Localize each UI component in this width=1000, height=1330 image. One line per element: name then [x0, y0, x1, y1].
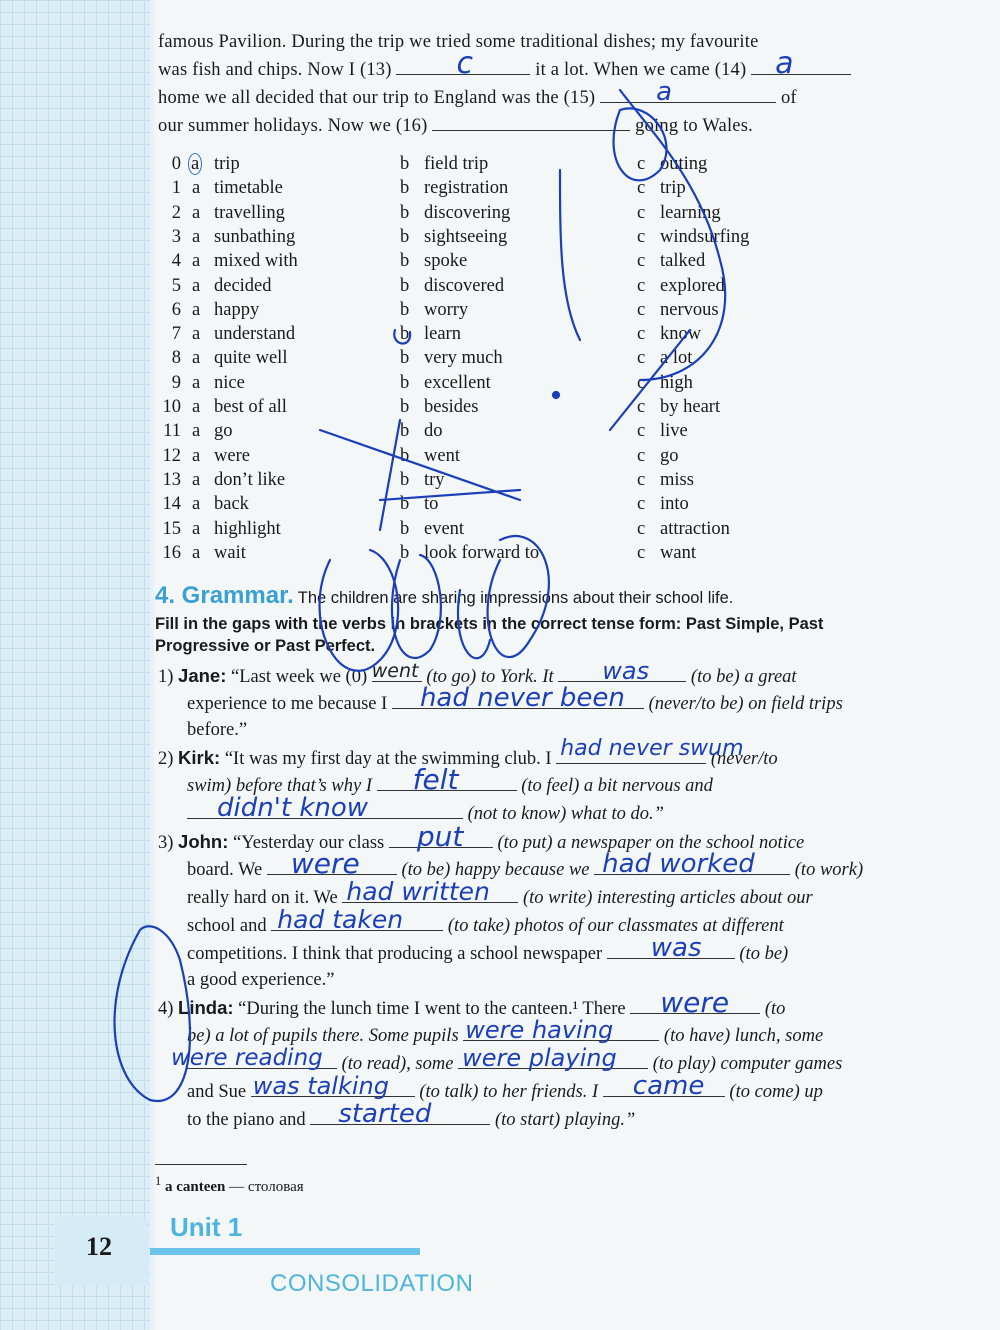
option-number: 8: [171, 348, 181, 369]
gap-john-1[interactable]: put: [389, 829, 493, 848]
footnote-rule: [155, 1164, 247, 1165]
option-c: trip: [660, 178, 686, 199]
letter-a[interactable]: a: [192, 445, 201, 466]
option-b: learn: [424, 324, 461, 345]
kirk-line-1: 2) Kirk: “It was my first day at the swimming club. I had never swum (never/to: [158, 736, 778, 769]
option-number: 4: [171, 251, 181, 272]
option-c: go: [660, 445, 679, 466]
linda-line-2: be) a lot of pupils there. Some pupils were having (to have) lunch, some: [187, 1016, 824, 1046]
option-b: besides: [424, 397, 479, 417]
option-number: 13: [162, 469, 181, 490]
letter-c[interactable]: c: [637, 324, 646, 345]
option-a: timetable: [214, 178, 283, 199]
letter-c[interactable]: c: [637, 518, 646, 539]
option-row: [155, 371, 975, 395]
letter-c[interactable]: c: [637, 226, 646, 247]
gap-jane-0[interactable]: went: [372, 663, 422, 682]
option-b: event: [424, 518, 465, 539]
option-b: sightseeing: [424, 226, 508, 247]
option-c: learning: [660, 202, 721, 223]
gap-john-4[interactable]: had written: [342, 884, 518, 903]
grammar-instruction-1: Fill in the gaps with the verbs in brackets in the correct tense form: Past Simple, Past: [155, 615, 824, 633]
letter-a[interactable]: a: [192, 348, 201, 369]
option-c: outing: [660, 154, 708, 174]
gap-john-3[interactable]: had worked: [594, 856, 790, 875]
letter-c[interactable]: c: [637, 348, 646, 369]
john-line-1: 3) John: “Yesterday our class put (to put) a newspaper on the school notice: [158, 820, 805, 853]
option-number: 5: [171, 275, 181, 296]
unit-label: Unit 1: [170, 1212, 243, 1242]
john-line-4: school and had taken (to take) photos of our classmates at different: [187, 905, 784, 936]
option-c: know: [660, 324, 702, 345]
letter-a[interactable]: a: [192, 202, 201, 223]
grammar-title: 4. Grammar.: [155, 582, 294, 609]
gap-linda-5[interactable]: was talking: [251, 1078, 415, 1097]
option-a: highlight: [214, 518, 281, 539]
grammar-instruction-2: Progressive or Past Perfect.: [155, 637, 376, 655]
option-a: don’t like: [214, 469, 286, 490]
linda-line-3: were reading (to read), some were playing (to play) computer games: [171, 1044, 843, 1074]
letter-a[interactable]: a: [192, 542, 201, 563]
option-a: decided: [214, 275, 272, 296]
option-number: 14: [162, 494, 181, 515]
intro-line-4: our summer holidays. Now we (16) going to Wales.: [158, 112, 970, 140]
letter-b[interactable]: b: [400, 542, 410, 563]
letter-c[interactable]: c: [637, 397, 646, 417]
option-row: [155, 274, 975, 298]
letter-c[interactable]: c: [637, 202, 646, 223]
linda-line-5: to the piano and started (to start) playing.”: [187, 1099, 636, 1130]
john-line-2: board. We were (to be) happy because we had worked (to work): [187, 847, 864, 880]
letter-b[interactable]: b: [400, 421, 410, 442]
option-row: [155, 468, 975, 492]
letter-c[interactable]: c: [637, 421, 646, 442]
intro-line-3: home we all decided that our trip to England was the (15) a of: [158, 77, 797, 108]
letter-b[interactable]: b: [400, 372, 410, 393]
jane-line-3: before.”: [187, 720, 248, 740]
letter-b[interactable]: b: [400, 445, 410, 466]
letter-c[interactable]: c: [637, 469, 646, 490]
option-number: 16: [162, 542, 181, 563]
option-b: discovered: [424, 275, 505, 296]
option-a: go: [214, 421, 233, 442]
letter-c[interactable]: c: [637, 445, 646, 466]
jane-line-1: 1) Jane: “Last week we (0) went (to go) to York. It was (to be) a great: [158, 657, 797, 687]
gap-14[interactable]: [751, 46, 851, 81]
gap-john-5[interactable]: had taken: [271, 912, 443, 931]
gap-kirk-3[interactable]: didn't know: [187, 800, 463, 819]
option-a: understand: [214, 324, 296, 345]
letter-b[interactable]: b: [400, 275, 410, 296]
letter-a[interactable]: a: [192, 518, 201, 539]
option-row: [155, 419, 975, 443]
gap-linda-7[interactable]: started: [310, 1106, 490, 1125]
option-row: [155, 298, 975, 322]
option-a: sunbathing: [214, 226, 296, 247]
gap-jane-2[interactable]: had never been: [392, 690, 644, 709]
answer-15: a: [656, 77, 673, 107]
letter-a[interactable]: a: [192, 226, 201, 247]
page-number: 12: [86, 1232, 112, 1261]
option-c: a lot: [660, 348, 693, 369]
option-a: nice: [214, 372, 245, 393]
gap-15[interactable]: [600, 77, 776, 107]
option-b: went: [424, 445, 460, 466]
intro-line-1: famous Pavilion. During the trip we tried some traditional dishes; my favourite: [158, 32, 759, 52]
option-c: want: [660, 542, 696, 563]
gap-kirk-1[interactable]: had never swum: [556, 745, 706, 764]
john-line-6: a good experience.”: [187, 970, 335, 990]
footnote: $^1$ a canteen — столовая: [155, 1174, 304, 1195]
gap-linda-1[interactable]: were: [630, 995, 760, 1014]
letter-b[interactable]: b: [400, 226, 410, 247]
letter-a[interactable]: a: [192, 469, 201, 490]
letter-c[interactable]: c: [637, 494, 646, 515]
linda-line-1: 4) Linda: “During the lunch time I went to the canteen.¹ There were (to: [158, 986, 786, 1019]
option-c: into: [660, 494, 689, 515]
gap-john-2[interactable]: were: [267, 856, 397, 875]
letter-b[interactable]: b: [400, 324, 410, 345]
option-row: [155, 395, 975, 419]
option-c: miss: [660, 469, 694, 490]
textbook-page: [155, 0, 975, 1330]
letter-a[interactable]: a: [192, 372, 201, 393]
letter-b[interactable]: b: [400, 469, 410, 490]
letter-a[interactable]: a: [192, 275, 201, 296]
option-a: happy: [214, 299, 260, 320]
answer-13: c: [456, 46, 474, 81]
option-number: 6: [171, 299, 181, 320]
letter-b[interactable]: b: [400, 299, 410, 320]
option-number: 7: [171, 324, 181, 345]
letter-a[interactable]: a: [192, 397, 201, 417]
letter-c[interactable]: c: [637, 299, 646, 320]
option-number: 15: [162, 518, 181, 539]
option-b: do: [424, 421, 443, 442]
letter-c[interactable]: c: [637, 154, 646, 174]
option-a: back: [214, 494, 249, 515]
option-number: 1: [171, 178, 181, 199]
letter-a[interactable]: a: [192, 299, 201, 320]
margin-edge: [150, 0, 154, 1330]
option-a: trip: [214, 154, 240, 174]
kirk-line-2: swim) before that’s why I felt (to feel) a bit nervous and: [187, 763, 713, 796]
option-c: by heart: [660, 397, 721, 417]
letter-b[interactable]: b: [400, 251, 410, 272]
answer-14: a: [775, 46, 794, 81]
option-row: [155, 492, 975, 516]
option-number: 9: [171, 372, 181, 393]
gap-john-6[interactable]: was: [607, 940, 735, 959]
grammar-intro: The children are sharing impressions about their school life.: [297, 589, 734, 607]
option-c: high: [660, 372, 693, 393]
option-row: [155, 152, 975, 176]
option-a: travelling: [214, 202, 285, 223]
gap-linda-4[interactable]: were playing: [458, 1050, 648, 1069]
kirk-line-3: didn't know (not to know) what to do.”: [187, 800, 970, 828]
john-line-5: competitions. I think that producing a school newspaper was (to be): [187, 933, 789, 964]
gap-linda-3[interactable]: were reading: [187, 1050, 337, 1069]
letter-b[interactable]: b: [400, 518, 410, 539]
letter-a[interactable]: a: [192, 494, 201, 515]
option-b: field trip: [424, 154, 489, 174]
option-row: [155, 444, 975, 468]
option-b: worry: [424, 299, 469, 320]
gap-linda-6[interactable]: came: [603, 1078, 725, 1097]
jane-line-2: experience to me because I had never been (never/to be) on field trips: [187, 683, 843, 714]
letter-c[interactable]: c: [637, 542, 646, 563]
option-number: 2: [171, 202, 181, 223]
gap-jane-1[interactable]: was: [558, 663, 686, 682]
option-a: wait: [214, 542, 246, 563]
option-a: mixed with: [214, 251, 298, 272]
grammar-section-header: [155, 582, 975, 657]
option-row: [155, 346, 975, 370]
letter-c[interactable]: c: [637, 251, 646, 272]
letter-b[interactable]: b: [400, 178, 410, 199]
letter-c[interactable]: c: [637, 275, 646, 296]
option-row: [155, 541, 975, 565]
option-row: [155, 517, 975, 541]
option-number: 10: [162, 397, 181, 417]
option-row: [155, 176, 975, 200]
gap-16[interactable]: [432, 112, 630, 131]
letter-a[interactable]: a: [192, 178, 201, 199]
option-row: [155, 249, 975, 273]
grid-margin: [0, 0, 150, 1330]
letter-a[interactable]: a: [192, 152, 202, 176]
gap-kirk-2[interactable]: felt: [377, 772, 517, 791]
option-a: best of all: [214, 397, 287, 417]
option-c: explored: [660, 275, 725, 296]
letter-b[interactable]: b: [400, 494, 410, 515]
option-b: registration: [424, 178, 509, 199]
option-row: [155, 201, 975, 225]
option-number: 3: [171, 226, 181, 247]
option-row: [155, 322, 975, 346]
option-b: discovering: [424, 202, 511, 223]
option-b: to: [424, 494, 439, 515]
option-row: [155, 225, 975, 249]
option-number: 0: [171, 154, 181, 174]
option-number: 12: [162, 445, 181, 466]
letter-b[interactable]: b: [400, 397, 410, 417]
option-c: attraction: [660, 518, 730, 539]
option-a: were: [214, 445, 250, 466]
option-c: talked: [660, 251, 706, 272]
option-c: live: [660, 421, 688, 442]
option-b: try: [424, 469, 445, 490]
letter-a[interactable]: a: [192, 251, 201, 272]
letter-a[interactable]: a: [192, 421, 201, 442]
letter-b[interactable]: b: [400, 154, 410, 174]
option-b: spoke: [424, 251, 468, 272]
letter-c[interactable]: c: [637, 178, 646, 199]
option-a: quite well: [214, 348, 288, 369]
letter-a[interactable]: a: [192, 324, 201, 345]
option-b: very much: [424, 348, 503, 369]
letter-b[interactable]: b: [400, 348, 410, 369]
option-c: nervous: [660, 299, 719, 320]
unit-bar: [150, 1248, 420, 1255]
option-b: excellent: [424, 372, 491, 393]
letter-c[interactable]: c: [637, 372, 646, 393]
option-c: windsurfing: [660, 226, 750, 247]
linda-line-4: and Sue was talking (to talk) to her friends. I came (to come) up: [187, 1071, 823, 1102]
option-number: 11: [163, 421, 181, 442]
section-label: CONSOLIDATION: [270, 1270, 474, 1297]
intro-line-2: was fish and chips. Now I (13) c it a lot. When we came (14) a: [158, 56, 970, 84]
gap-linda-2[interactable]: were having: [463, 1022, 659, 1041]
gap-13[interactable]: [396, 46, 530, 81]
option-b: look forward to: [424, 542, 540, 563]
john-line-3: really hard on it. We had written (to write) interesting articles about our: [187, 877, 813, 908]
letter-b[interactable]: b: [400, 202, 410, 223]
